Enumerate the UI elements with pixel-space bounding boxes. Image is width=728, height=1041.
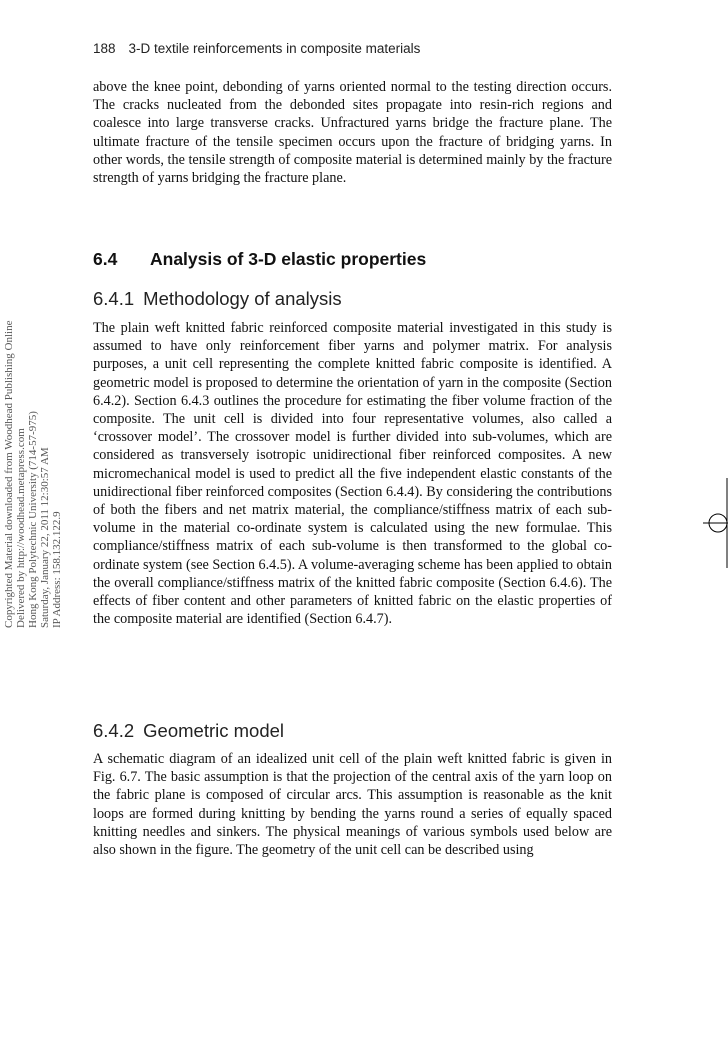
paragraph-2: The plain weft knitted fabric reinforced composite material investigated in this study is assumed to have only reinforcement fiber yarns and polymer matrix. For analysis purposes, a unit cell representing the complete knitted fabric composite is identified. A geometric model is proposed to determine the orientation of yarn in the composite (Section 6.4.2). Section 6.4.3 outlines the procedure for estimating the fiber volume fraction of the composite. The unit cell is divided into four representative volumes, also called a ‘crossover model’. The crossover model is further divided into sub-volumes, which are considered as transversely isotropic unidirectional fiber reinforced composites. A new micromechanical model is used to predict all the five independent elastic constants of the unidirectional fiber reinforced composites (Section 6.4.4). By considering the contributions of both the fibers and net matrix material, the compliance/stiffness matrix of each sub-volume in the material co-ordinate system is calculated using the new formulae. This compliance/stiffness matrix of each sub-volume is then transformed to the global co-ordinate system (see Section 6.4.5). A volume-averaging scheme has been applied to obtain the overall compliance/stiffness matrix of the knitted fabric composite (Section 6.4.6). The effects of fiber content and other parameters of knitted fabric on the elastic properties of the composite material are identified (Section 6.4.7). bbox=[93, 320, 612, 628]
running-head bbox=[93, 41, 613, 56]
subsection-heading-geometric-model bbox=[93, 720, 284, 742]
section-heading bbox=[93, 249, 426, 270]
paragraph-1: above the knee point, debonding of yarns oriented normal to the testing direction occurs. The cracks nucleated from the debonded sites propagate into resin-rich regions and coalesce into large transverse cracks. Unfractured yarns bridge the fracture plane. The ultimate fracture of the tensile specimen occurs upon the fracture of bridging yarns. In other words, the tensile strength of composite material is determined mainly by the fracture strength of yarns bridging the fracture plane. bbox=[93, 79, 612, 187]
subsection-title: Methodology of analysis bbox=[143, 288, 342, 309]
watermark-line: Hong Kong Polytechnic University (714-57-975) bbox=[27, 411, 39, 628]
subsection-number: 6.4.1 bbox=[93, 288, 135, 309]
subsection-heading-methodology bbox=[93, 288, 342, 310]
watermark-line: Delivered by http://woodhead.metapress.com bbox=[15, 428, 27, 628]
section-number: 6.4 bbox=[93, 249, 118, 269]
subsection-title: Geometric model bbox=[143, 720, 285, 741]
running-head-title: 3-D textile reinforcements in composite materials bbox=[128, 41, 421, 56]
subsection-number: 6.4.2 bbox=[93, 720, 135, 741]
watermark-line: IP Address: 158.132.122.9 bbox=[51, 511, 63, 628]
page-number: 188 bbox=[93, 41, 116, 56]
watermark-line: Saturday, January 22, 2011 12:30:57 AM bbox=[39, 447, 51, 628]
watermark-line: Copyrighted Material downloaded from Woodhead Publishing Online bbox=[3, 320, 15, 628]
section-title: Analysis of 3-D elastic properties bbox=[150, 249, 427, 269]
crop-mark-icon bbox=[703, 478, 728, 568]
copyright-watermark bbox=[4, 248, 74, 628]
paragraph-3: A schematic diagram of an idealized unit cell of the plain weft knitted fabric is given in Fig. 6.7. The basic assumption is that the projection of the central axis of the yarn loop on the fabric plane is composed of circular arcs. This assumption is reasonable as the knit loops are formed during knitting by bending the yarns round a series of equally spaced knitting needles and sinkers. The physical meanings of various symbols used below are also shown in the figure. The geometry of the unit cell can be described using bbox=[93, 751, 612, 859]
